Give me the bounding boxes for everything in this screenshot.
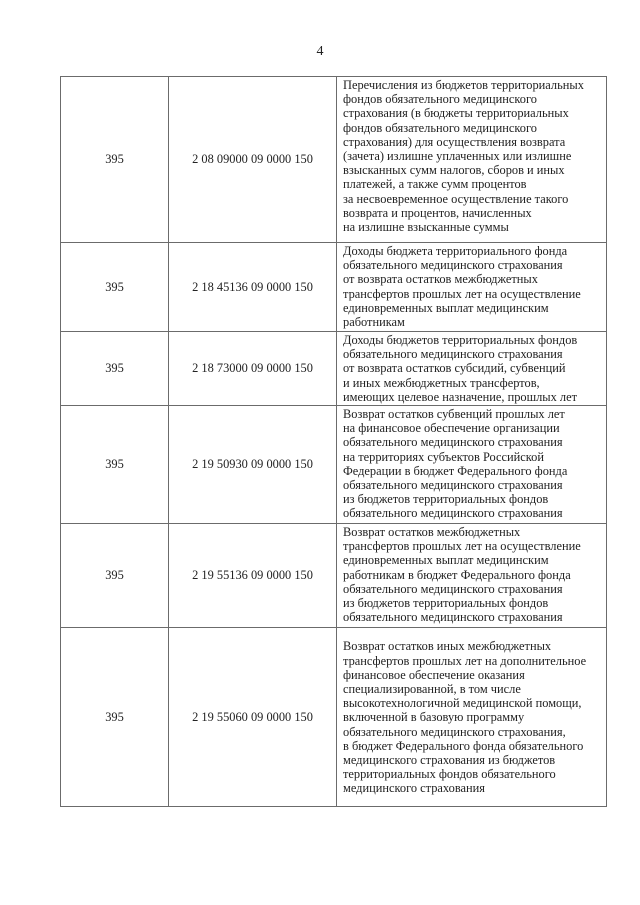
description-line: обязательного медицинского страхования [343,506,563,521]
description-line: специализированной, в том числе [343,681,521,696]
description-line: на территориях субъектов Российской [343,449,545,464]
description-line: высокотехнологичной медицинской помощи, [343,696,582,711]
description-line: включенной в базовую программу [343,710,525,725]
admin-code-cell: 395 [61,243,169,332]
description-line: из бюджетов территориальных фондов [343,596,549,611]
description-line: медицинского страхования из бюджетов [343,753,556,767]
description-line: финансовое обеспечение оказания [343,667,525,682]
description-cell [337,332,607,406]
description-line: Доходы бюджетов территориальных фондов [343,333,578,347]
admin-code-cell: 395 [61,406,169,524]
description-cell [337,243,607,332]
budget-classification-table [60,76,607,807]
description-line: единовременных выплат медицинским [343,553,549,568]
description-line: территориальных фондов обязательного [343,767,556,782]
table-row [61,332,607,406]
description-line: обязательного медицинского страхования [343,258,563,273]
description-cell [337,77,607,243]
description-cell [337,628,607,807]
description-line: Федерации в бюджет Федерального фонда [343,463,568,478]
table-row [61,77,607,243]
kbk-code-cell: 2 18 73000 09 0000 150 [169,332,337,406]
description-line: обязательного медицинского страхования [343,347,563,362]
admin-code-cell: 395 [61,628,169,807]
description-line: от возврата остатков субсидий, субвенций [343,361,566,376]
kbk-code-cell: 2 19 55136 09 0000 150 [169,524,337,628]
kbk-code-cell: 2 19 55060 09 0000 150 [169,628,337,807]
description-line: работникам [343,315,405,330]
description-line: Доходы бюджета территориального фонда [343,244,568,258]
description-line: возврата и процентов, начисленных [343,205,532,220]
description-line: обязательного медицинского страхования [343,478,563,493]
description-line: обязательного медицинского страхования [343,581,563,596]
description-line: Возврат остатков межбюджетных [343,525,521,539]
description-line: обязательного медицинского страхования [343,610,563,625]
description-line: (зачета) излишне уплаченных или излишне [343,149,572,164]
description-line: трансфертов прошлых лет на осуществление [343,286,581,301]
description-cell [337,524,607,628]
description-line: единовременных выплат медицинским [343,300,549,315]
table-row [61,243,607,332]
description-line: трансфертов прошлых лет на дополнительное [343,653,587,668]
description-line: платежей, а также сумм процентов [343,177,527,192]
description-line: из бюджетов территориальных фондов [343,492,549,507]
description-line: фондов обязательного медицинского [343,120,537,135]
description-cell [337,406,607,524]
description-line: Перечисления из бюджетов территориальных [343,78,584,92]
description-line: в бюджет Федерального фонда обязательного [343,738,584,753]
kbk-code-cell: 2 19 50930 09 0000 150 [169,406,337,524]
kbk-code-cell: 2 18 45136 09 0000 150 [169,243,337,332]
description-line: страхования (в бюджеты территориальных [343,106,569,121]
admin-code-cell: 395 [61,77,169,243]
description-line: имеющих целевое назначение, прошлых лет [343,389,578,404]
admin-code-cell: 395 [61,332,169,406]
description-line: обязательного медицинского страхования [343,435,563,450]
description-line: за несвоевременное осуществление такого [343,191,569,206]
description-line: Возврат остатков субвенций прошлых лет [343,407,565,421]
description-line: взысканных сумм налогов, сборов и иных [343,163,565,178]
description-line: и иных межбюджетных трансфертов, [343,375,540,390]
table-row [61,406,607,524]
admin-code-cell: 395 [61,524,169,628]
page-number: 4 [316,44,324,59]
description-line: работникам в бюджет Федерального фонда [343,567,571,582]
description-line: Возврат остатков иных межбюджетных [343,639,552,654]
table-row [61,524,607,628]
kbk-code-cell: 2 08 09000 09 0000 150 [169,77,337,243]
description-line: обязательного медицинского страхования, [343,724,566,739]
description-line: от возврата остатков межбюджетных [343,272,538,287]
table-row [61,628,607,807]
description-line: на излишне взысканные суммы [343,220,509,235]
description-line: медицинского страхования [343,781,485,796]
description-line: на финансовое обеспечение организации [343,421,560,436]
description-line: фондов обязательного медицинского [343,92,537,107]
description-line: страхования) для осуществления возврата [343,134,566,149]
description-line: трансфертов прошлых лет на осуществление [343,539,581,554]
